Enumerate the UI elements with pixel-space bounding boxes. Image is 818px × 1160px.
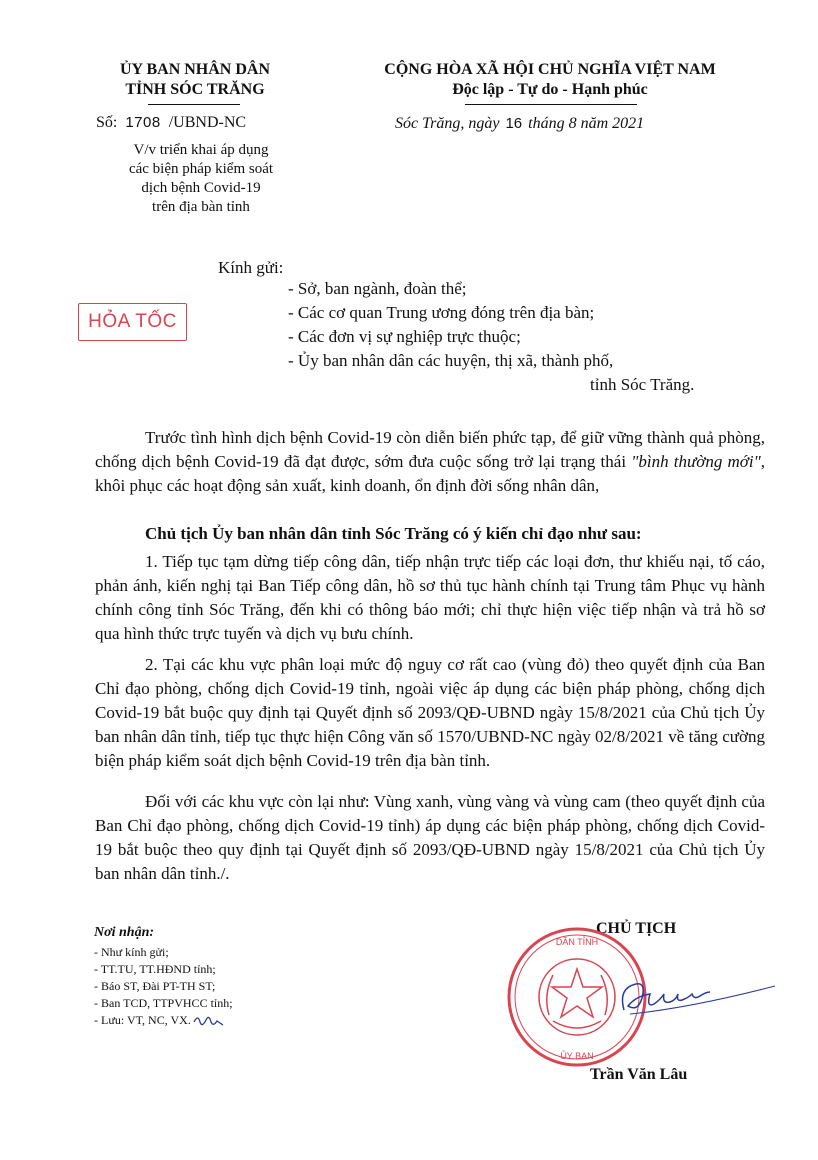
recipient-item: - Ủy ban nhân dân các huyện, thị xã, thành phố,: [288, 351, 614, 370]
document-number-suffix: /UBND-NC: [168, 114, 247, 131]
recipient-item: - Sở, ban ngành, đoàn thể;: [288, 279, 467, 298]
recipients-list-item: - Lưu: VT, NC, VX.: [94, 1013, 191, 1027]
handwritten-signature-icon: [610, 970, 780, 1030]
date-prefix: Sóc Trăng, ngày: [395, 115, 500, 132]
subject-line: trên địa bàn tỉnh: [152, 199, 250, 215]
recipient-item: - Các đơn vị sự nghiệp trực thuộc;: [288, 327, 521, 346]
subject-line: các biện pháp kiểm soát: [128, 161, 274, 177]
national-motto: Độc lập - Tự do - Hạnh phúc: [452, 81, 648, 98]
recipients-list-item: - TT.TU, TT.HĐND tỉnh;: [94, 962, 216, 976]
signer-name: Trần Văn Lâu: [590, 1066, 688, 1083]
recipient-item: - Các cơ quan Trung ương đóng trên địa bàn;: [288, 303, 595, 322]
recipient-item: tỉnh Sóc Trăng.: [590, 375, 695, 394]
document-number: [96, 114, 246, 132]
salutation-label: Kính gửi:: [218, 258, 284, 277]
subject-line: dịch bệnh Covid-19: [141, 180, 261, 196]
directive-item-2: 2. Tại các khu vực phân loại mức độ nguy cơ rất cao (vùng đỏ) theo quyết định của Ban Chỉ đạo phòng, chống dịch Covid-19 tỉnh, ngoài việc áp dụng các biện pháp phòng, chống dịch Covid-19 bắt buộc quy định tại Quyết định số 2093/QĐ-UBND ngày 15/8/2021 của Chủ tịch Ủy ban nhân dân tỉnh, tiếp tục thực hiện Công văn số 1570/UBND-NC ngày 02/8/2021 về tăng cường biện pháp kiểm soát dịch bệnh Covid-19 trên địa bàn tỉnh.: [95, 655, 765, 770]
intro-text: Trước tình hình dịch bệnh Covid-19 còn diễn biến phức tạp, để giữ vững thành quả phòng, chống dịch bệnh Covid-19 đã đạt được, sớm đưa cuộc sống trở lại trạng thái: [95, 428, 765, 471]
national-title: CỘNG HÒA XÃ HỘI CHỦ NGHĨA VIỆT NAM: [384, 61, 716, 78]
document-number-value: 1708: [125, 114, 161, 131]
signer-position: CHỦ TỊCH: [596, 920, 677, 937]
issuer-province: TỈNH SÓC TRĂNG: [125, 81, 265, 98]
subject-line: V/v triển khai áp dụng: [133, 142, 269, 158]
svg-text:ỦY BAN: ỦY BAN: [560, 1051, 594, 1061]
subject-summary: [96, 141, 306, 217]
directive-item-other-zones: Đối với các khu vực còn lại như: Vùng xanh, vùng vàng và vùng cam (theo quyết định của Ban Chỉ đạo phòng, chống dịch Covid-19 tỉnh) áp dụng các biện pháp phòng, chống dịch Covid-19 bắt buộc theo quy định tại Quyết định số 2093/QĐ-UBND ngày 15/8/2021 của Chủ tịch Ủy ban nhân dân tỉnh./.: [95, 792, 765, 883]
archive-initials-icon: [192, 1010, 226, 1030]
recipients-list-item: - Báo ST, Đài PT-TH ST;: [94, 979, 216, 993]
intro-paragraph: [95, 426, 765, 498]
issuer-underline: [148, 104, 240, 105]
urgent-stamp: HỎA TỐC: [78, 303, 187, 341]
intro-text-end: , khôi phục các hoạt động sản xuất, kinh doanh, ổn định đời sống nhân dân,: [95, 452, 765, 495]
date-day: 16: [505, 115, 523, 132]
document-date: [395, 115, 644, 133]
document-number-prefix: Số:: [96, 114, 118, 131]
issuer-name: ỦY BAN NHÂN DÂN: [119, 61, 271, 78]
recipients-list-title: Nơi nhận:: [94, 925, 155, 940]
directive-item-1: 1. Tiếp tục tạm dừng tiếp công dân, tiếp nhận trực tiếp các loại đơn, thư khiếu nại, tố cáo, phản ánh, kiến nghị tại Ban Tiếp công dân, hồ sơ thủ tục hành chính tại Trung tâm Phục vụ hành chính công tỉnh Sóc Trăng, đến khi có thông báo mới; chỉ thực hiện việc tiếp nhận và trả hồ sơ qua hình thức trực tuyến và dịch vụ bưu chính.: [95, 552, 765, 643]
recipients-list-item: - Như kính gửi;: [94, 945, 169, 959]
motto-underline: [465, 104, 637, 105]
directive-heading: Chủ tịch Ủy ban nhân dân tỉnh Sóc Trăng có ý kiến chỉ đạo như sau:: [145, 524, 642, 543]
svg-text:DÂN TỈNH: DÂN TỈNH: [555, 937, 599, 947]
recipients-list-item: - Ban TCD, TTPVHCC tỉnh;: [94, 996, 233, 1010]
date-suffix: tháng 8 năm 2021: [528, 115, 645, 132]
intro-italic: "bình thường mới": [631, 452, 761, 471]
